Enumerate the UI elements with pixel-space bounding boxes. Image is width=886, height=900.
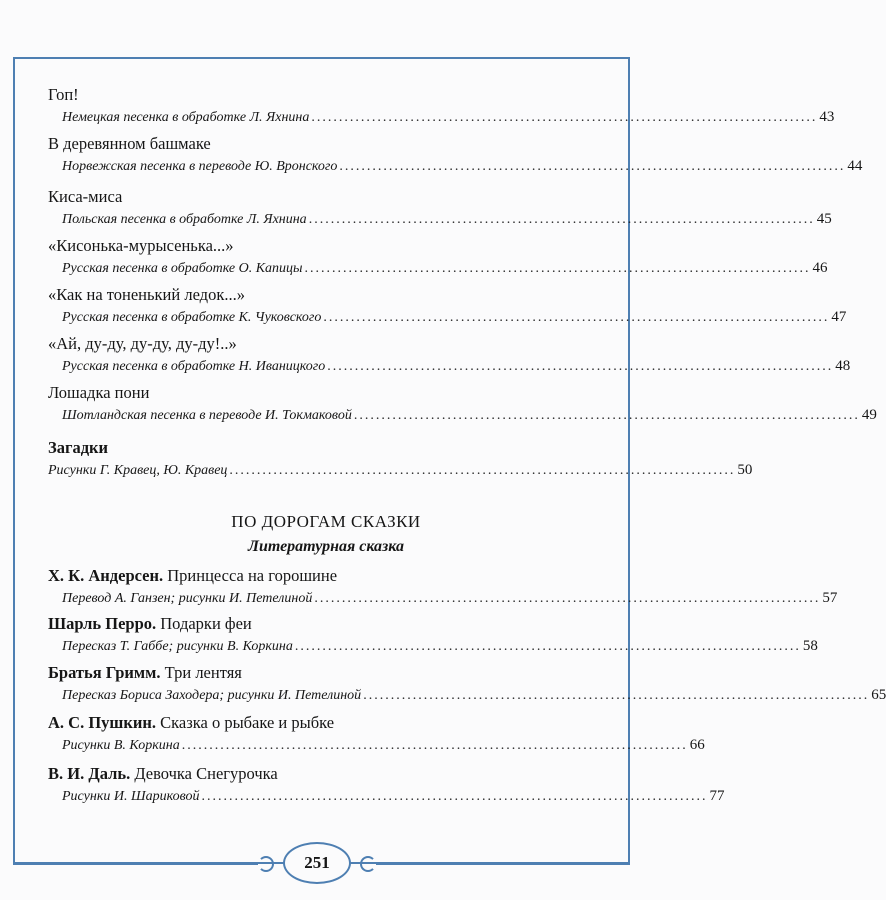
- entry-credit: Русская песенка в обработке О. Капицы: [62, 261, 303, 276]
- dot-leader: ............................................................................................: [327, 359, 834, 374]
- dot-leader: ............................................................................................: [314, 591, 821, 606]
- ornament-line-left: [13, 863, 258, 865]
- entry-subtitle-line: [48, 589, 838, 608]
- entry-subtitle-line: [48, 461, 753, 480]
- dot-leader: ............................................................................................: [308, 212, 815, 227]
- dot-leader: ............................................................................................: [181, 738, 688, 753]
- entry-subtitle-line: [48, 259, 828, 278]
- entry-title-line: [48, 614, 578, 634]
- toc-entry: [48, 764, 725, 806]
- entry-page-number: 77: [709, 788, 725, 804]
- dot-leader: ............................................................................................: [304, 261, 811, 276]
- entry-page-number: 44: [847, 158, 863, 174]
- entry-title: «Кисонька-мурысенька...»: [48, 236, 234, 255]
- toc-entry: [48, 285, 847, 327]
- entry-title: «Как на тоненький ледок...»: [48, 285, 245, 304]
- entry-subtitle-line: [48, 406, 877, 425]
- entry-subtitle-line: [48, 637, 818, 656]
- entry-page-number: 49: [861, 407, 877, 423]
- dot-leader: ............................................................................................: [201, 789, 708, 804]
- toc-entry: [48, 663, 886, 705]
- dot-leader: ............................................................................................: [311, 110, 818, 125]
- entry-page-number: 43: [819, 109, 835, 125]
- toc-entry: [48, 134, 863, 176]
- entry-author: Братья Гримм.: [48, 663, 161, 682]
- entry-credit: Русская песенка в обработке К. Чуковского: [62, 310, 322, 325]
- entry-credit: Польская песенка в обработке Л. Яхнина: [62, 212, 307, 227]
- entry-subtitle-line: [48, 308, 847, 327]
- entry-page-number: 47: [831, 309, 847, 325]
- dot-leader: ............................................................................................: [363, 688, 870, 703]
- entry-title: Девочка Снегурочка: [134, 764, 278, 783]
- entry-credit: Немецкая песенка в обработке Л. Яхнина: [62, 110, 310, 125]
- entry-title-line: [48, 663, 578, 683]
- toc-entry: [48, 85, 835, 127]
- section-subheading: Литературная сказка: [247, 538, 405, 555]
- ornament-line-right: [376, 863, 630, 865]
- entry-credit: Перевод А. Ганзен; рисунки И. Петелиной: [62, 591, 313, 606]
- swirl-left-icon: [258, 856, 274, 872]
- dot-leader: ............................................................................................: [294, 639, 801, 654]
- entry-subtitle-line: [48, 108, 835, 127]
- entry-page-number: 50: [737, 462, 753, 478]
- entry-author: Шарль Перро.: [48, 614, 157, 633]
- dot-leader: ............................................................................................: [339, 159, 846, 174]
- entry-title: «Ай, ду-ду, ду-ду, ду-ду!..»: [48, 334, 237, 353]
- entry-title: Подарки феи: [160, 614, 252, 633]
- entry-credit: Шотландская песенка в переводе И. Токмаковой: [62, 408, 352, 423]
- entry-credit: Рисунки И. Шариковой: [62, 789, 200, 804]
- dot-leader: ............................................................................................: [229, 463, 736, 478]
- entry-author: Х. К. Андерсен.: [48, 566, 164, 585]
- toc-entry: [48, 713, 705, 755]
- entry-title-line: [48, 764, 578, 784]
- toc-entry: [48, 236, 828, 278]
- entry-subtitle-line: [48, 686, 886, 705]
- entry-title: Принцесса на горошине: [167, 566, 338, 585]
- entry-subtitle-line: [48, 357, 851, 376]
- entry-page-number: 65: [871, 687, 886, 703]
- dot-leader: ............................................................................................: [323, 310, 830, 325]
- entry-title: Сказка о рыбаке и рыбке: [160, 713, 335, 732]
- dot-leader: ............................................................................................: [353, 408, 860, 423]
- toc-entry: [48, 383, 877, 425]
- entry-page-number: 66: [689, 737, 705, 753]
- entry-credit: Рисунки Г. Кравец, Ю. Кравец: [48, 463, 228, 478]
- page-number-ornament: [0, 842, 652, 888]
- entry-page-number: 45: [816, 211, 832, 227]
- entry-author: А. С. Пушкин.: [48, 713, 156, 732]
- entry-title: Загадки: [48, 438, 109, 457]
- toc-entry: [48, 614, 818, 656]
- entry-title: Лошадка пони: [48, 383, 150, 402]
- entry-credit: Норвежская песенка в переводе Ю. Вронского: [62, 159, 338, 174]
- entry-subtitle-line: [48, 157, 863, 176]
- entry-title-line: [48, 566, 578, 586]
- entry-title: Киса-миса: [48, 187, 123, 206]
- entry-subtitle-line: [48, 787, 725, 806]
- toc-entry: [48, 187, 832, 229]
- entry-subtitle-line: [48, 210, 832, 229]
- entry-title: В деревянном башмаке: [48, 134, 211, 153]
- entry-credit: Рисунки В. Коркина: [62, 738, 180, 753]
- entry-title: Гоп!: [48, 85, 79, 104]
- toc-entry: [48, 334, 851, 376]
- entry-page-number: 58: [802, 638, 818, 654]
- entry-title: Три лентяя: [164, 663, 242, 682]
- entry-title-line: [48, 713, 578, 733]
- page-number: 251: [283, 842, 351, 884]
- entry-credit: Пересказ Т. Габбе; рисунки В. Коркина: [62, 639, 293, 654]
- entry-credit: Пересказ Бориса Заходера; рисунки И. Петелиной: [62, 688, 362, 703]
- section-heading: ПО ДОРОГАМ СКАЗКИ: [231, 512, 421, 531]
- entry-page-number: 46: [812, 260, 828, 276]
- entry-page-number: 48: [835, 358, 851, 374]
- entry-credit: Русская песенка в обработке Н. Иваницкого: [62, 359, 326, 374]
- toc-entry: [48, 566, 838, 608]
- entry-author: В. И. Даль.: [48, 764, 131, 783]
- entry-subtitle-line: [48, 736, 705, 755]
- toc-entry-riddles: [48, 438, 753, 480]
- swirl-right-icon: [360, 856, 376, 872]
- entry-page-number: 57: [822, 590, 838, 606]
